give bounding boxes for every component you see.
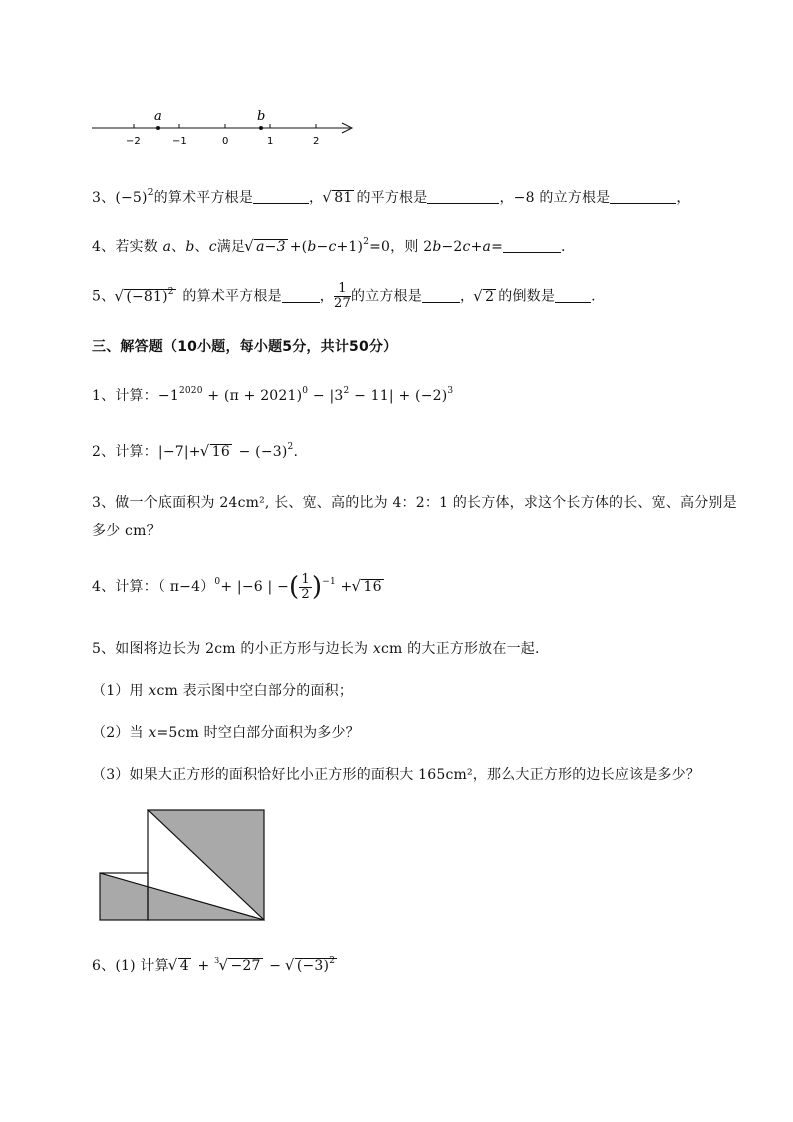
problem-5-intro: 5、如图将边长为 2cm 的小正方形与边长为 xcm 的大正方形放在一起. (92, 641, 540, 657)
fill-in-q5: 5、√ $(-81)^2$ 的算术平方根是 ， $\frac{1}{27}$ 的立方根是 ，√ 2 的倒数是 . (92, 282, 596, 311)
sqrt-expression: √ $(-81)^2$ (115, 289, 175, 305)
problem-3-line-2: 多少 cm？ (92, 523, 161, 539)
squares-figure (98, 808, 268, 922)
sqrt-expression: √ 81 (323, 190, 354, 206)
sqrt-expression: √ 2 (474, 289, 496, 305)
sqrt-expression: √ $(-3)^2$ (286, 958, 337, 974)
tick-label: −1 (172, 136, 187, 147)
section-heading: 三、解答题（10小题，每小题5分，共计50分） (92, 339, 398, 355)
problem-5-part-2: （2）当 x=5cm 时空白部分面积为多少？ (92, 725, 360, 741)
problem-5-part-3: （3）如果大正方形的面积恰好比小正方形的面积大 165cm²，那么大正方形的边长应该是多少？ (92, 767, 701, 783)
problem-1: 1、计算：$-1^{2020} + (\pi + 2021)^0 - |3^2 - 11| + (-2)^3$ (92, 386, 454, 404)
tick-label: 0 (222, 136, 229, 147)
sqrt-expression: √ 4 (169, 958, 191, 974)
point-b-label: b (257, 109, 266, 124)
problem-2: 2、计算：|−7|+√ $16 - (-3)^2$. (92, 441, 298, 461)
problem-5-part-1: （1）用 xcm 表示图中空白部分的面积； (92, 683, 354, 699)
sqrt-expression: √ 16 (352, 579, 383, 595)
cube-root-expression: √ −27 (219, 958, 262, 974)
tick-label: 2 (313, 136, 320, 147)
fill-in-q4: 4、若实数 a、b、c满足√ $a-3 +(b-c+1)^2=0$，则 2b−2c+a= . (92, 236, 566, 256)
problem-6: 6、(1) 计算√ 4 + $^3$√ −27 − √ $(-3)^2$ (92, 955, 339, 975)
problem-3-line-1: 3、做一个底面积为 24cm², 长、宽、高的比为 4：2：1 的长方体，求这个长方体的长、宽、高分别是 (92, 495, 737, 511)
sqrt-expression: √ 16 (201, 444, 232, 460)
tick-label: −2 (126, 136, 141, 147)
fraction: $\frac{1}{27}$ (333, 281, 351, 311)
answer-blank[interactable] (253, 189, 309, 204)
fill-in-q3: 3、$(-5)^2$的算术平方根是 ，√ 81 的平方根是 ，−8 的立方根是 ， (92, 187, 691, 207)
answer-blank[interactable] (422, 288, 460, 303)
sqrt-expression: √ a−3 (245, 239, 288, 255)
point-a-label: a (154, 109, 162, 124)
number-line (88, 106, 360, 150)
problem-4: 4、计算：（ π−4）$^0$+ |−6 | −( $\frac{1}{2}$ )$^{-1}$ +√ 16 (92, 572, 386, 602)
tick-label: 1 (267, 136, 274, 147)
fraction: $\frac{1}{2}$ (301, 571, 310, 602)
answer-blank[interactable] (282, 288, 320, 303)
answer-blank[interactable] (427, 189, 499, 204)
answer-blank[interactable] (555, 288, 591, 303)
answer-blank[interactable] (610, 189, 676, 204)
answer-blank[interactable] (503, 238, 561, 253)
